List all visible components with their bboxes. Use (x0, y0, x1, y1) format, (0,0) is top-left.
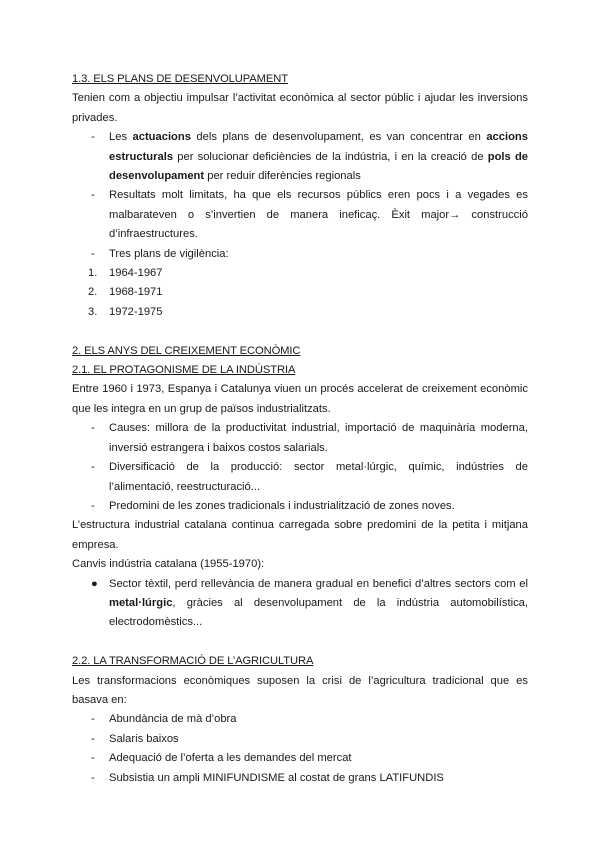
list-item (72, 303, 528, 322)
list-item (72, 730, 528, 749)
section-1-3-intro: Tenien com a objectiu impulsar l’activitat econòmica al sector públic i ajudar les inversions privades. (72, 92, 528, 124)
list-item-text: Predomini de les zones tradicionals i industrialització de zones noves. (109, 499, 455, 512)
bold-run: metal·lúrgic (109, 596, 173, 609)
list-item (72, 769, 528, 788)
bullet-dot-marker: ● (91, 577, 98, 590)
list-item-text: Diversificació de la producció: sector metal·lúrgic, químic, indústries de l’alimentació, reestructuració... (109, 461, 528, 493)
plans-list (72, 264, 528, 322)
section-2-1-heading: 2.1. EL PROTAGONISME DE LA INDÚSTRIA (72, 364, 296, 377)
bold-run: pols de desenvolupament (109, 150, 529, 183)
list-item (72, 710, 528, 729)
list-item-text: 1968-1971 (109, 286, 163, 299)
list-item-text: Resultats molt limitats, ha que els recursos públics eren pocs i a vegades es malbarateven o s’invertien de manera ineficaç. Èxit major→ construcció d’infraestructures. (109, 189, 528, 241)
spacer (72, 633, 528, 652)
list-item (72, 245, 528, 264)
section-2-2-intro: Les transformacions econòmiques suposen la crisi de l’agricultura tradicional que es basava en: (72, 674, 528, 706)
bold-run: actuacions (132, 131, 191, 144)
number-marker: 1. (88, 267, 98, 280)
number-marker: 3. (88, 305, 98, 318)
catalan-industry-list (72, 575, 528, 633)
list-item (72, 575, 528, 633)
list-item-text: Abundància de mà d’obra (109, 713, 237, 726)
dash-marker: - (91, 422, 95, 435)
section-2-heading: 2. ELS ANYS DEL CREIXEMENT ECONÒMIC (72, 344, 301, 357)
list-item (72, 749, 528, 768)
dash-marker: - (91, 499, 95, 512)
text-run: Sector tèxtil, perd rellevància de manera gradual en benefici d’altres sectors com el (109, 577, 528, 590)
bold-run: accions estructurals (109, 131, 528, 163)
dash-marker: - (91, 752, 95, 765)
list-item (72, 497, 528, 516)
dash-marker: - (91, 713, 95, 726)
list-item (72, 458, 528, 497)
section-2-1-paragraph: L’estructura industrial catalana continua carregada sobre predomini de la petita i mitjana empresa. (72, 519, 528, 551)
section-1-3-bullets (72, 128, 528, 264)
list-item (72, 264, 528, 283)
dash-marker: - (91, 131, 95, 144)
list-item-text: Salaris baixos (109, 732, 179, 745)
list-item (72, 128, 528, 186)
list-item (72, 419, 528, 458)
list-item-text: Adequació de l’oferta a les demandes del mercat (109, 752, 352, 765)
list-item-text: 1964-1967 (109, 267, 163, 280)
text-run: per reduir diferències regionals (204, 170, 361, 183)
list-item-text: 1972-1975 (109, 305, 163, 318)
agriculture-list (72, 710, 528, 788)
list-item-text: Subsistia un ampli MINIFUNDISME al costat de grans LATIFUNDIS (109, 771, 444, 784)
list-item-text: Causes: millora de la productivitat industrial, importació de maquinària moderna, inversió estrangera i baixos costos salarials. (109, 422, 528, 454)
text-run: Les (109, 131, 133, 144)
text-run: , gràcies al desenvolupament de la indústria automobilística, electrodomèstics... (109, 596, 528, 629)
text-run: per solucionar deficiències de la indústria, i en la creació de (173, 150, 488, 163)
list-item (72, 186, 528, 244)
section-2-2-heading: 2.2. LA TRANSFORMACIÓ DE L’AGRICULTURA (72, 655, 314, 668)
dash-marker: - (91, 771, 95, 784)
dash-marker: - (91, 732, 95, 745)
document-page (72, 70, 528, 788)
dash-marker: - (91, 461, 95, 474)
section-2-1-bullets (72, 419, 528, 516)
text-run: dels plans de desenvolupament, es van concentrar en (190, 131, 487, 144)
section-1-3-heading: 1.3. ELS PLANS DE DESENVOLUPAMENT (72, 73, 288, 85)
number-marker: 2. (88, 286, 98, 299)
list-item (72, 283, 528, 302)
section-2-1-intro: Entre 1960 i 1973, Espanya i Catalunya viuen un procés accelerat de creixement econòmic que les integra en un grup de països industrialitzats. (72, 383, 528, 415)
dash-marker: - (91, 189, 95, 202)
spacer (72, 322, 528, 341)
list-item-text: Tres plans de vigilència: (109, 247, 229, 260)
section-2-1-subtitle: Canvis indústria catalana (1955-1970): (72, 558, 265, 571)
dash-marker: - (91, 247, 95, 260)
